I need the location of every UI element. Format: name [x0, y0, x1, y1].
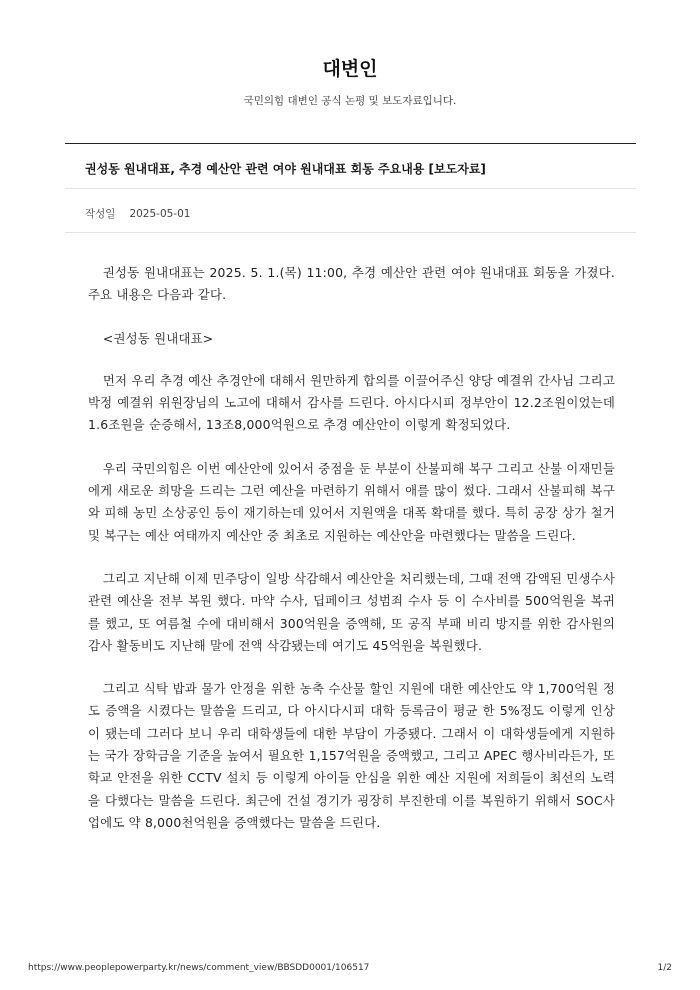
- speaker-heading: <권성동 원내대표>: [102, 330, 214, 346]
- body-paragraph: 우리 국민의힘은 이번 예산안에 있어서 중점을 둔 부분이 산불피해 복구 그리고 산불 이재민들에게 새로운 희망을 드리는 그런 예산을 마련하기 위해서 애를 많이 썼다. 그래서 산불피해 복구와 피해 농민 소상공인 등이 재기하는데 있어서 지원액을 대폭 확대를 했다. 특히 공장 상가 철거 및 복구는 예산 여태까지 예산안 중 최초로 지원하는 예산안을 마련했다는 말씀을 드린다.: [88, 460, 615, 543]
- article-body: [88, 262, 615, 834]
- page-number: 1/2: [657, 963, 672, 973]
- page-title: 대변인: [322, 58, 378, 80]
- article-meta: [85, 206, 190, 221]
- body-paragraph: 권성동 원내대표는 2025. 5. 1.(목) 11:00, 추경 예산안 관련 여야 원내대표 회동을 가졌다. 주요 내용은 다음과 같다.: [88, 265, 615, 303]
- body-paragraph: 그리고 식탁 밥과 물가 안정을 위한 농축 수산물 할인 지원에 대한 예산안도 약 1,700억원 정도 증액을 시켰다는 말씀을 드리고, 다 아시다시피 대학 등록금이 평균 한 5%정도 이렇게 인상이 됐는데 그러다 보니 우리 대학생들에 대한 부담이 가중됐다. 그래서 이 대학생들에게 지원하는 국가 장학금을 기준을 높여서 필요한 1,157억원을 증액했고, 그리고 APEC 행사비라든가, 또 학교 안전을 위한 CCTV 설치 등 이렇게 아이들 안심을 위한 예산 지원에 저희들이 최선의 노력을 다했다는 말씀을 드린다. 최근에 건설 경기가 굉장히 부진한데 이를 복원하기 위해서 SOC사업에도 약 8,000천억원을 증액했다는 말씀을 드린다.: [88, 681, 615, 830]
- title-divider: [65, 188, 636, 189]
- body-paragraph: 먼저 우리 추경 예산 추경안에 대해서 원만하게 합의를 이끌어주신 양당 예결위 간사님 그리고 박정 예결위 위원장님의 노고에 대해서 감사를 드린다. 아시다시피 정부안이 12.2조원이었는데 1.6조원을 순증해서, 13조8,000억원으로 추경 예산안이 이렇게 확정되었다.: [88, 372, 615, 433]
- date-label: 작성일: [85, 208, 116, 220]
- page-subtitle: 국민의힘 대변인 공식 논평 및 보도자료입니다.: [243, 95, 457, 107]
- header-divider: [65, 143, 636, 144]
- meta-divider: [65, 232, 636, 233]
- article-title: 권성동 원내대표, 추경 예산안 관련 여야 원내대표 회동 주요내용 [보도자료]: [85, 162, 486, 176]
- body-paragraph: 그리고 지난해 이제 민주당이 일방 삭감해서 예산안을 처리했는데, 그때 전액 감액된 민생수사 관련 예산을 전부 복원 했다. 마약 수사, 딥페이크 성범죄 수사 등 이 수사비를 500억원을 복귀를 했고, 또 여름철 수에 대비해서 300억원을 증액해, 또 공직 부패 비리 방지를 위한 감사원의 감사 활동비도 지난해 말에 전액 삭감됐는데 여기도 45억원을 복원했다.: [88, 570, 615, 653]
- article-date: 2025-05-01: [129, 208, 191, 220]
- footer-url: https://www.peoplepowerparty.kr/news/comment_view/BBSDD0001/106517: [28, 963, 370, 973]
